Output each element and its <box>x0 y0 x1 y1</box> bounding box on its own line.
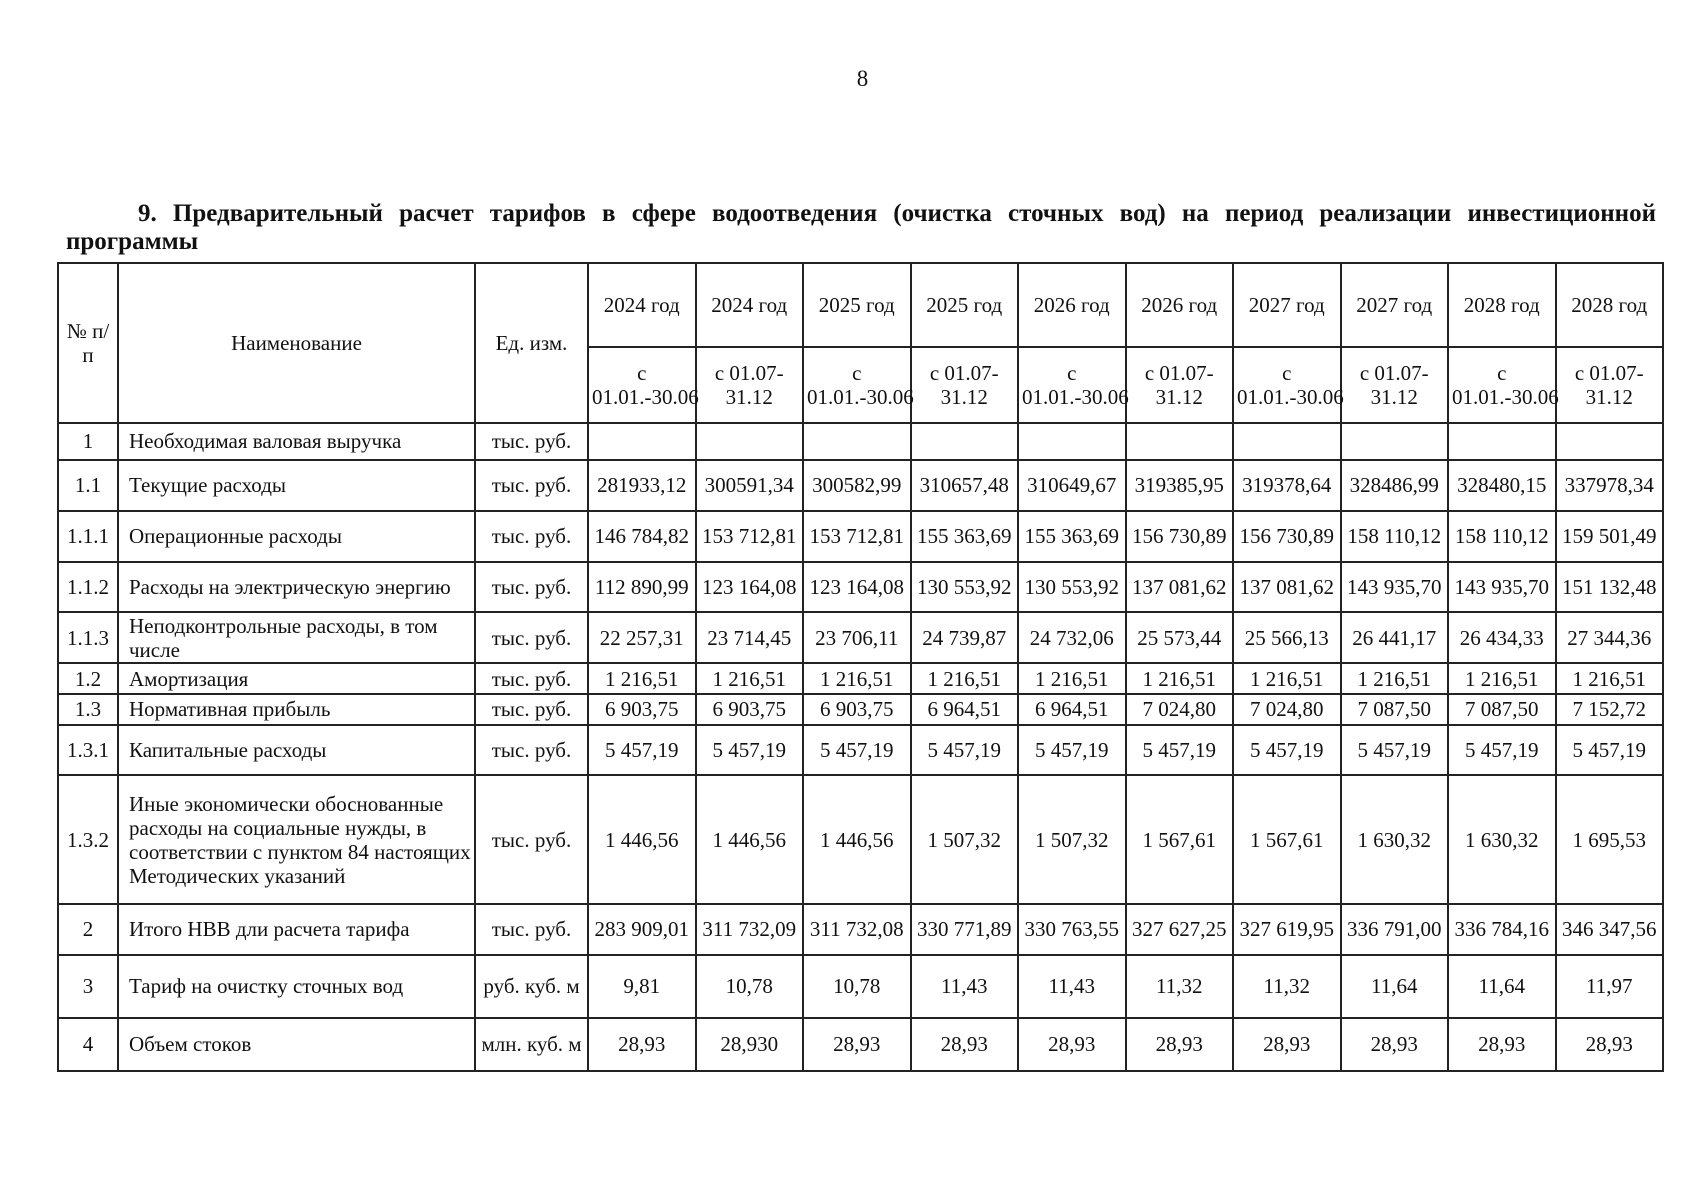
table-row <box>58 955 1663 1018</box>
value-cell: 311 732,08 <box>803 904 911 955</box>
table-row <box>58 663 1663 694</box>
value-cell: 1 446,56 <box>588 775 696 903</box>
header-period: с 01.07-31.12 <box>1556 347 1664 423</box>
row-unit-cell: млн. куб. м <box>475 1018 588 1071</box>
row-name-cell: Неподконтрольные расходы, в том числе <box>118 612 475 663</box>
row-unit-cell: тыс. руб. <box>475 423 588 460</box>
value-cell: 112 890,99 <box>588 562 696 613</box>
header-period: с 01.01.-30.06 <box>1018 347 1126 423</box>
header-year: 2024 год <box>588 263 696 347</box>
value-cell: 159 501,49 <box>1556 511 1664 562</box>
table-row <box>58 694 1663 725</box>
value-cell: 1 695,53 <box>1556 775 1664 903</box>
value-cell: 158 110,12 <box>1448 511 1556 562</box>
value-cell: 1 216,51 <box>1018 663 1126 694</box>
value-cell: 28,93 <box>1018 1018 1126 1071</box>
value-cell: 7 024,80 <box>1126 694 1234 725</box>
row-unit-cell: тыс. руб. <box>475 612 588 663</box>
value-cell: 27 344,36 <box>1556 612 1664 663</box>
value-cell <box>1233 423 1341 460</box>
value-cell: 327 619,95 <box>1233 904 1341 955</box>
value-cell: 1 446,56 <box>803 775 911 903</box>
row-name-cell: Текущие расходы <box>118 460 475 511</box>
value-cell: 6 903,75 <box>803 694 911 725</box>
value-cell: 28,93 <box>911 1018 1019 1071</box>
row-number-cell: 1.2 <box>58 663 118 694</box>
header-row-years <box>58 263 1663 347</box>
row-number-cell: 1.1.2 <box>58 562 118 613</box>
value-cell: 1 216,51 <box>911 663 1019 694</box>
value-cell: 155 363,69 <box>1018 511 1126 562</box>
row-number-cell: 1.1 <box>58 460 118 511</box>
table-row <box>58 423 1663 460</box>
value-cell: 23 714,45 <box>696 612 804 663</box>
document-title <box>66 200 1656 256</box>
value-cell: 1 216,51 <box>1556 663 1664 694</box>
value-cell: 28,93 <box>1126 1018 1234 1071</box>
header-period: с 01.07-31.12 <box>1341 347 1449 423</box>
value-cell: 25 566,13 <box>1233 612 1341 663</box>
row-unit-cell: тыс. руб. <box>475 460 588 511</box>
value-cell: 6 903,75 <box>588 694 696 725</box>
header-year: 2027 год <box>1341 263 1449 347</box>
value-cell: 153 712,81 <box>696 511 804 562</box>
value-cell: 130 553,92 <box>1018 562 1126 613</box>
value-cell: 281933,12 <box>588 460 696 511</box>
value-cell: 5 457,19 <box>1018 725 1126 776</box>
table-row <box>58 725 1663 776</box>
value-cell: 156 730,89 <box>1126 511 1234 562</box>
value-cell: 1 216,51 <box>588 663 696 694</box>
value-cell: 23 706,11 <box>803 612 911 663</box>
value-cell: 143 935,70 <box>1341 562 1449 613</box>
value-cell: 1 216,51 <box>696 663 804 694</box>
value-cell: 1 216,51 <box>1126 663 1234 694</box>
value-cell: 328480,15 <box>1448 460 1556 511</box>
header-year: 2024 год <box>696 263 804 347</box>
row-unit-cell: тыс. руб. <box>475 694 588 725</box>
header-period: с 01.07-31.12 <box>1126 347 1234 423</box>
table-row <box>58 562 1663 613</box>
value-cell: 5 457,19 <box>803 725 911 776</box>
value-cell: 337978,34 <box>1556 460 1664 511</box>
row-unit-cell: тыс. руб. <box>475 725 588 776</box>
table-row <box>58 460 1663 511</box>
value-cell: 28,93 <box>588 1018 696 1071</box>
value-cell: 123 164,08 <box>696 562 804 613</box>
value-cell: 155 363,69 <box>911 511 1019 562</box>
header-period: с 01.01.-30.06 <box>1448 347 1556 423</box>
table-body <box>58 423 1663 1071</box>
row-number-cell: 3 <box>58 955 118 1018</box>
value-cell: 156 730,89 <box>1233 511 1341 562</box>
value-cell: 1 507,32 <box>1018 775 1126 903</box>
value-cell: 1 507,32 <box>911 775 1019 903</box>
value-cell: 6 964,51 <box>1018 694 1126 725</box>
page-number: 8 <box>856 66 869 91</box>
value-cell <box>696 423 804 460</box>
value-cell: 11,32 <box>1233 955 1341 1018</box>
value-cell: 300591,34 <box>696 460 804 511</box>
value-cell: 6 964,51 <box>911 694 1019 725</box>
value-cell: 1 216,51 <box>1341 663 1449 694</box>
value-cell: 1 567,61 <box>1233 775 1341 903</box>
value-cell: 151 132,48 <box>1556 562 1664 613</box>
header-name: Наименование <box>118 263 475 423</box>
header-year: 2028 год <box>1448 263 1556 347</box>
value-cell: 158 110,12 <box>1341 511 1449 562</box>
value-cell: 1 216,51 <box>1448 663 1556 694</box>
value-cell: 1 216,51 <box>1233 663 1341 694</box>
value-cell: 1 567,61 <box>1126 775 1234 903</box>
value-cell: 283 909,01 <box>588 904 696 955</box>
value-cell: 11,43 <box>911 955 1019 1018</box>
table-row <box>58 511 1663 562</box>
value-cell: 330 771,89 <box>911 904 1019 955</box>
header-year: 2026 год <box>1126 263 1234 347</box>
row-name-cell: Операционные расходы <box>118 511 475 562</box>
value-cell <box>1018 423 1126 460</box>
row-name-cell: Объем стоков <box>118 1018 475 1071</box>
value-cell: 5 457,19 <box>1448 725 1556 776</box>
row-name-cell: Амортизация <box>118 663 475 694</box>
value-cell: 24 732,06 <box>1018 612 1126 663</box>
value-cell: 7 152,72 <box>1556 694 1664 725</box>
value-cell: 10,78 <box>803 955 911 1018</box>
value-cell: 11,64 <box>1448 955 1556 1018</box>
value-cell: 346 347,56 <box>1556 904 1664 955</box>
row-name-cell: Итого НВВ дли расчета тарифа <box>118 904 475 955</box>
value-cell <box>588 423 696 460</box>
row-name-cell: Иные экономически обоснованные расходы на социальные нужды, в соответствии с пунктом 84 настоящих Методических указаний <box>118 775 475 903</box>
row-unit-cell: тыс. руб. <box>475 511 588 562</box>
row-unit-cell: руб. куб. м <box>475 955 588 1018</box>
row-number-cell: 1 <box>58 423 118 460</box>
value-cell: 5 457,19 <box>1341 725 1449 776</box>
value-cell: 1 630,32 <box>1448 775 1556 903</box>
value-cell: 153 712,81 <box>803 511 911 562</box>
tariff-table <box>57 262 1664 1072</box>
value-cell: 7 087,50 <box>1341 694 1449 725</box>
value-cell: 26 434,33 <box>1448 612 1556 663</box>
value-cell: 22 257,31 <box>588 612 696 663</box>
table-row <box>58 1018 1663 1071</box>
header-period: с 01.01.-30.06 <box>1233 347 1341 423</box>
value-cell: 130 553,92 <box>911 562 1019 613</box>
value-cell: 123 164,08 <box>803 562 911 613</box>
value-cell: 28,93 <box>1341 1018 1449 1071</box>
header-year: 2027 год <box>1233 263 1341 347</box>
value-cell: 330 763,55 <box>1018 904 1126 955</box>
row-number-cell: 1.3 <box>58 694 118 725</box>
header-unit: Ед. изм. <box>475 263 588 423</box>
value-cell: 11,97 <box>1556 955 1664 1018</box>
value-cell: 11,64 <box>1341 955 1449 1018</box>
value-cell: 28,930 <box>696 1018 804 1071</box>
row-unit-cell: тыс. руб. <box>475 775 588 903</box>
header-year: 2025 год <box>911 263 1019 347</box>
value-cell: 28,93 <box>1233 1018 1341 1071</box>
value-cell: 5 457,19 <box>1126 725 1234 776</box>
row-name-cell: Тариф на очистку сточных вод <box>118 955 475 1018</box>
header-period: с 01.07-31.12 <box>911 347 1019 423</box>
value-cell: 1 446,56 <box>696 775 804 903</box>
value-cell: 319385,95 <box>1126 460 1234 511</box>
value-cell: 319378,64 <box>1233 460 1341 511</box>
value-cell: 24 739,87 <box>911 612 1019 663</box>
value-cell <box>1448 423 1556 460</box>
row-number-cell: 1.3.2 <box>58 775 118 903</box>
document-title-text: 9. Предварительный расчет тарифов в сфере водоотведения (очистка сточных вод) на период реализации инвестиционной программы <box>66 200 1656 255</box>
value-cell: 327 627,25 <box>1126 904 1234 955</box>
value-cell: 5 457,19 <box>696 725 804 776</box>
value-cell <box>803 423 911 460</box>
value-cell: 28,93 <box>1556 1018 1664 1071</box>
value-cell: 137 081,62 <box>1233 562 1341 613</box>
row-number-cell: 1.1.1 <box>58 511 118 562</box>
value-cell: 310657,48 <box>911 460 1019 511</box>
value-cell: 336 791,00 <box>1341 904 1449 955</box>
value-cell: 5 457,19 <box>911 725 1019 776</box>
value-cell: 310649,67 <box>1018 460 1126 511</box>
value-cell: 300582,99 <box>803 460 911 511</box>
value-cell: 1 216,51 <box>803 663 911 694</box>
value-cell: 137 081,62 <box>1126 562 1234 613</box>
header-period: с 01.01.-30.06 <box>803 347 911 423</box>
value-cell: 6 903,75 <box>696 694 804 725</box>
value-cell: 7 087,50 <box>1448 694 1556 725</box>
row-name-cell: Нормативная прибыль <box>118 694 475 725</box>
value-cell: 28,93 <box>803 1018 911 1071</box>
value-cell: 26 441,17 <box>1341 612 1449 663</box>
table-row <box>58 775 1663 903</box>
value-cell <box>1341 423 1449 460</box>
header-year: 2028 год <box>1556 263 1664 347</box>
row-name-cell: Расходы на электрическую энергию <box>118 562 475 613</box>
header-period: с 01.01.-30.06 <box>588 347 696 423</box>
row-unit-cell: тыс. руб. <box>475 904 588 955</box>
value-cell: 10,78 <box>696 955 804 1018</box>
value-cell <box>1126 423 1234 460</box>
table-row <box>58 904 1663 955</box>
value-cell: 336 784,16 <box>1448 904 1556 955</box>
row-number-cell: 1.3.1 <box>58 725 118 776</box>
value-cell: 28,93 <box>1448 1018 1556 1071</box>
value-cell: 25 573,44 <box>1126 612 1234 663</box>
value-cell: 311 732,09 <box>696 904 804 955</box>
header-year: 2026 год <box>1018 263 1126 347</box>
value-cell: 1 630,32 <box>1341 775 1449 903</box>
header-period: с 01.07-31.12 <box>696 347 804 423</box>
value-cell: 328486,99 <box>1341 460 1449 511</box>
value-cell: 7 024,80 <box>1233 694 1341 725</box>
row-unit-cell: тыс. руб. <box>475 663 588 694</box>
header-num: № п/п <box>58 263 118 423</box>
value-cell: 11,32 <box>1126 955 1234 1018</box>
row-unit-cell: тыс. руб. <box>475 562 588 613</box>
value-cell: 146 784,82 <box>588 511 696 562</box>
row-name-cell: Капитальные расходы <box>118 725 475 776</box>
value-cell: 5 457,19 <box>1233 725 1341 776</box>
row-name-cell: Необходимая валовая выручка <box>118 423 475 460</box>
value-cell: 9,81 <box>588 955 696 1018</box>
row-number-cell: 1.1.3 <box>58 612 118 663</box>
row-number-cell: 2 <box>58 904 118 955</box>
value-cell <box>911 423 1019 460</box>
value-cell: 143 935,70 <box>1448 562 1556 613</box>
header-year: 2025 год <box>803 263 911 347</box>
row-number-cell: 4 <box>58 1018 118 1071</box>
value-cell: 5 457,19 <box>1556 725 1664 776</box>
value-cell: 5 457,19 <box>588 725 696 776</box>
table-row <box>58 612 1663 663</box>
value-cell <box>1556 423 1664 460</box>
value-cell: 11,43 <box>1018 955 1126 1018</box>
